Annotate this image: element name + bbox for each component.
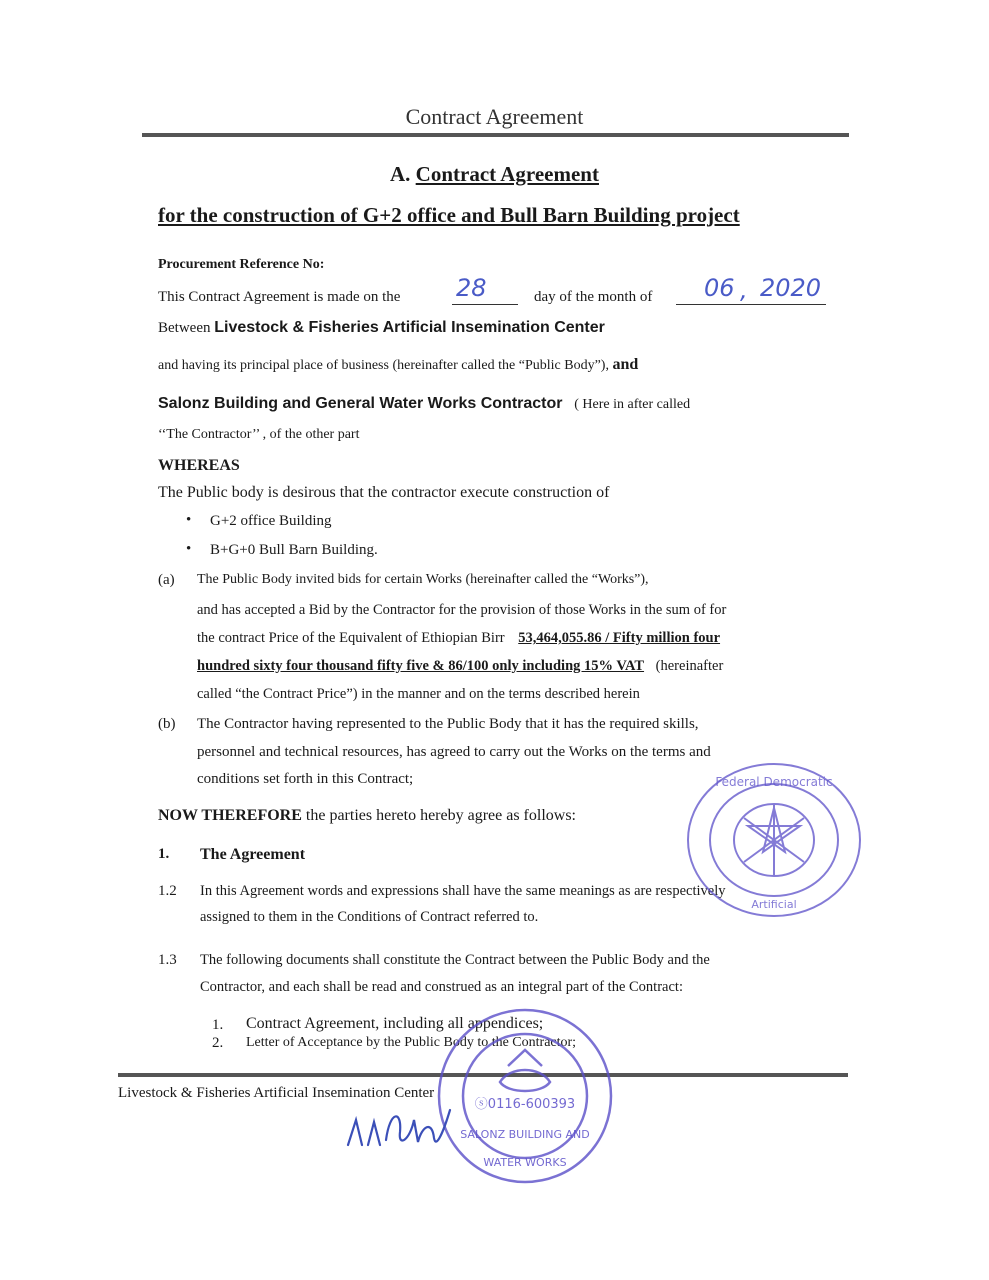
contractor-name: Salonz Building and General Water Works Contractor	[158, 395, 563, 412]
clause-a-price-text: the contract Price of the Equivalent of Ethiopian Birr	[197, 630, 505, 646]
clause-b-marker: (b)	[158, 716, 176, 732]
whereas-line: The Public body is desirous that the contractor execute construction of	[158, 484, 610, 501]
section-title-text: Contract Agreement	[415, 162, 599, 186]
clause-1-2-line-2: assigned to them in the Conditions of Contract referred to.	[200, 909, 539, 925]
agreement-number: 1.	[158, 846, 170, 862]
bullet-dot: •	[186, 541, 192, 557]
now-therefore-bold: NOW THEREFORE	[158, 807, 302, 824]
list-item-1: Contract Agreement, including all appendices;	[246, 1015, 544, 1032]
contractor-line-2: ‘‘The Contractor’’ , of the other part	[158, 427, 360, 442]
day-of-month-text: day of the month of	[534, 289, 653, 305]
now-therefore-line	[158, 808, 576, 824]
clause-a-marker: (a)	[158, 572, 175, 588]
between-line	[158, 320, 605, 336]
clause-1-3-number: 1.3	[158, 952, 177, 968]
contractor-line	[158, 396, 690, 412]
svg-text:WATER WORKS: WATER WORKS	[483, 1156, 567, 1169]
hereinafter-text: (hereinafter	[655, 658, 724, 674]
made-on-text: This Contract Agreement is made on the	[158, 289, 401, 305]
principal-place-line	[158, 357, 638, 373]
contract-subtitle: for the construction of G+2 office and Bull Barn Building project	[158, 203, 740, 227]
contractor-called-text: ( Here in after called	[574, 397, 691, 412]
svg-text:Federal Democratic: Federal Democratic	[715, 775, 833, 789]
and-word: and	[612, 356, 639, 373]
svg-text:Artificial: Artificial	[751, 898, 797, 911]
bullet-item-2: B+G+0 Bull Barn Building.	[210, 542, 378, 558]
section-title	[0, 162, 989, 187]
principal-place-text: and having its principal place of business (hereinafter called the “Public Body”),	[158, 358, 609, 373]
month-handwritten: 06	[704, 274, 735, 302]
clause-a-line-3	[197, 631, 720, 646]
contract-amount-figures: 53,464,055.86 / Fifty million four	[518, 630, 721, 646]
whereas-heading: WHEREAS	[158, 457, 240, 474]
footer-text: Livestock & Fisheries Artificial Insemination Center	[118, 1085, 435, 1101]
clause-1-3-line-1: The following documents shall constitute the Contract between the Public Body and the	[200, 952, 710, 968]
section-letter: A.	[390, 162, 411, 186]
clause-b-line-2: personnel and technical resources, has agreed to carry out the Works on the terms and	[197, 744, 711, 760]
header-rule	[142, 133, 849, 137]
bullet-item-1: G+2 office Building	[210, 513, 332, 529]
ministry-seal	[684, 760, 864, 920]
day-handwritten: 28	[456, 274, 487, 302]
list-number-1: 1.	[212, 1017, 224, 1033]
between-label: Between	[158, 320, 211, 336]
clause-a-line-4	[197, 659, 723, 674]
clause-1-2-number: 1.2	[158, 883, 177, 899]
clause-a-line-2: and has accepted a Bid by the Contractor for the provision of those Works in the sum of for	[197, 602, 727, 618]
clause-b-line-1: The Contractor having represented to the Public Body that it has the required skills,	[197, 716, 699, 732]
now-therefore-rest: the parties hereto hereby agree as follows:	[305, 807, 576, 824]
clause-1-3-line-2: Contractor, and each shall be read and construed as an integral part of the Contract:	[200, 979, 683, 995]
year-handwritten: 2020	[760, 274, 822, 302]
svg-text:SALONZ BUILDING AND: SALONZ BUILDING AND	[460, 1128, 590, 1141]
svg-text:ⓢ0116-600393: ⓢ0116-600393	[474, 1097, 576, 1112]
day-blank	[452, 303, 518, 305]
contract-amount-words: hundred sixty four thousand fifty five & 86/100 only including 15% VAT	[197, 658, 645, 674]
list-item-2: Letter of Acceptance by the Public Body to the Contractor;	[246, 1035, 577, 1050]
handwritten-signature	[340, 1090, 460, 1160]
bullet-dot: •	[186, 512, 192, 528]
clause-1-2-line-1: In this Agreement words and expressions shall have the same meanings as are respectively	[200, 883, 726, 899]
clause-a-line-5: called “the Contract Price”) in the manner and on the terms described herein	[197, 686, 640, 702]
date-comma: ,	[740, 276, 748, 304]
clause-b-line-3: conditions set forth in this Contract;	[197, 771, 414, 787]
page-header-title: Contract Agreement	[405, 104, 584, 129]
clause-a-line-1: The Public Body invited bids for certain Works (hereinafter called the “Works”),	[197, 572, 649, 587]
month-blank	[676, 303, 826, 305]
public-body-name: Livestock & Fisheries Artificial Insemination Center	[214, 319, 605, 336]
agreement-heading: The Agreement	[200, 846, 306, 863]
procurement-reference-label: Procurement Reference No:	[158, 257, 325, 272]
list-number-2: 2.	[212, 1035, 224, 1051]
